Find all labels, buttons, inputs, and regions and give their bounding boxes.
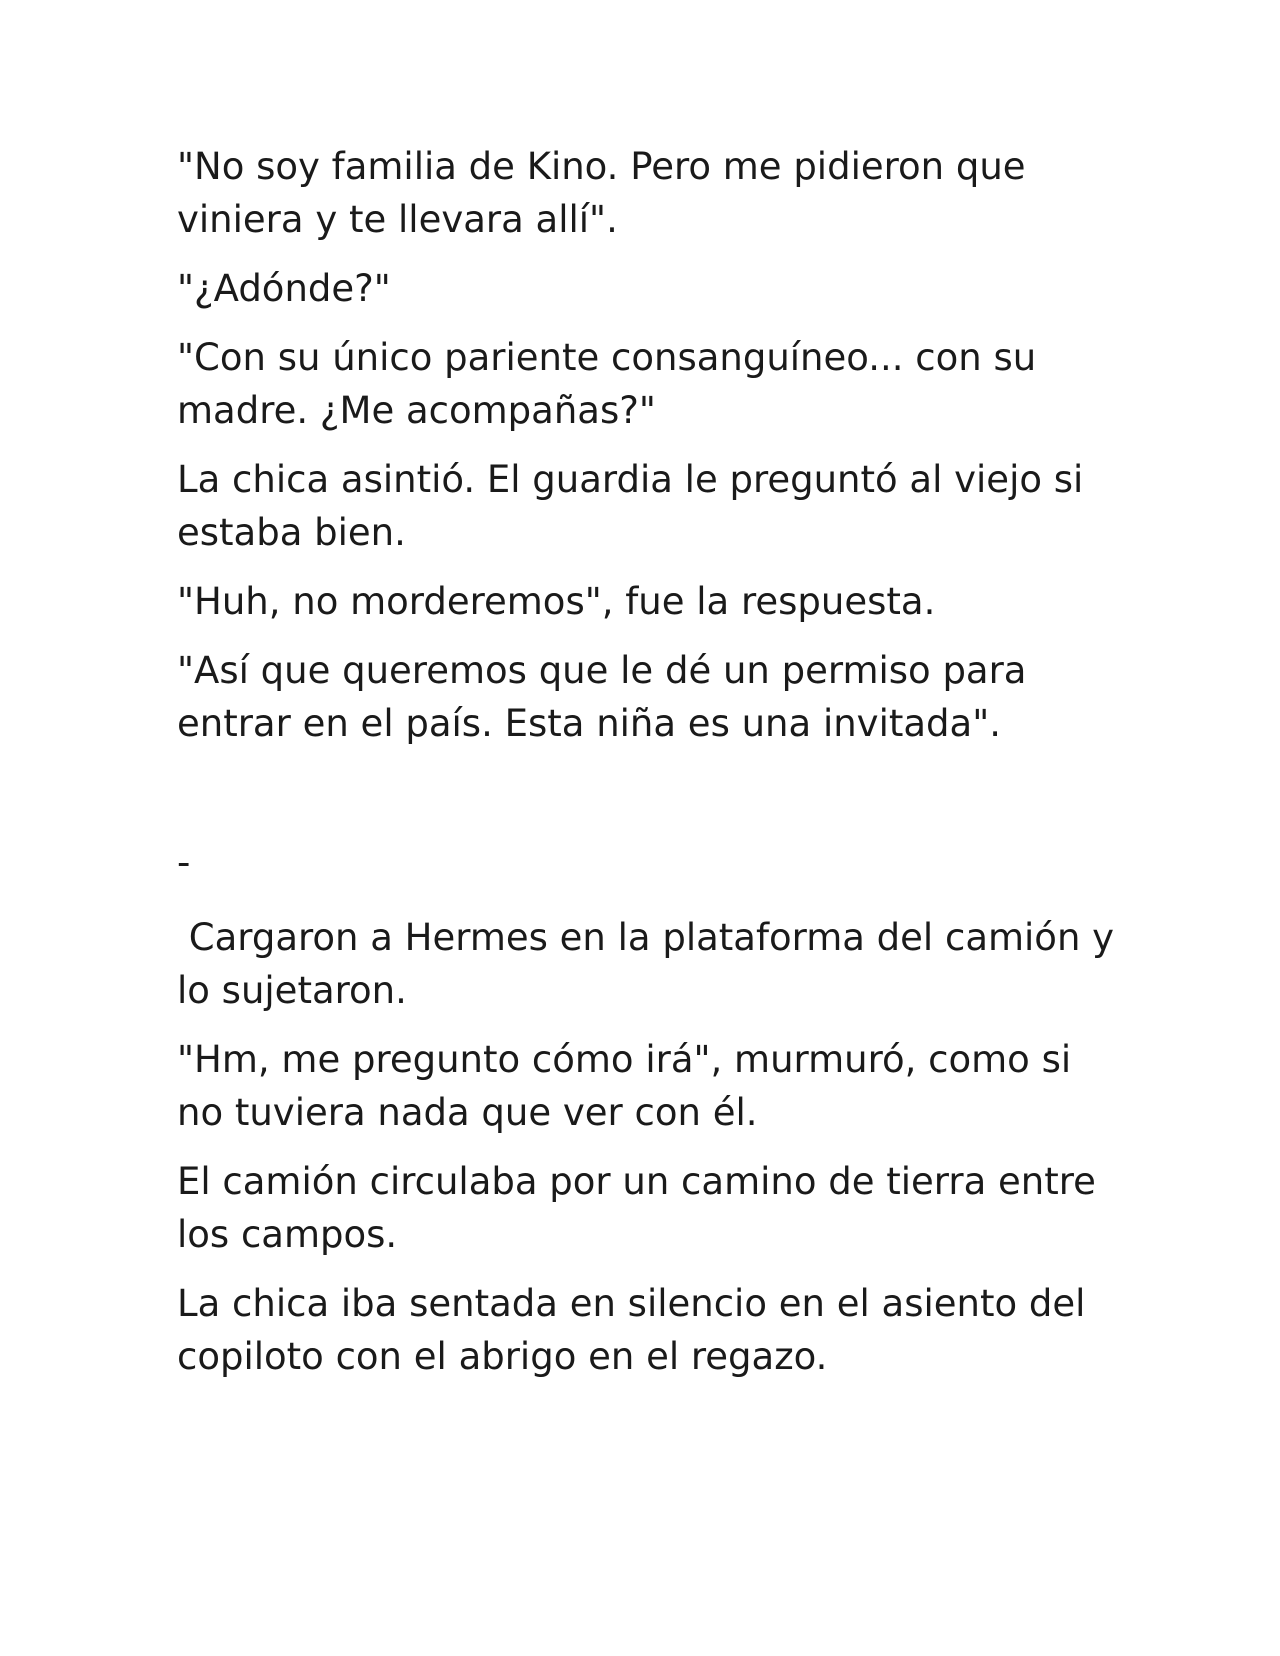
paragraph: El camión circulaba por un camino de tierra entre los campos. [177,1160,1108,1256]
paragraph: La chica iba sentada en silencio en el asiento del copiloto con el abrigo en el regazo. [177,1282,1098,1378]
paragraph: "Con su único pariente consanguíneo... con su madre. ¿Me acompañas?" [177,336,1048,432]
paragraph: "¿Adónde?" [177,267,391,310]
paragraph: "Hm, me pregunto cómo irá", murmuró, como si no tuviera nada que ver con él. [177,1038,1083,1134]
document-page [177,140,1126,1399]
paragraph: "Así que queremos que le dé un permiso para entrar en el país. Esta niña es una invitada". [177,649,1039,745]
paragraph: Cargaron a Hermes en la plataforma del camión y lo sujetaron. [177,916,1126,1012]
paragraph: "Huh, no morderemos", fue la respuesta. [177,580,936,623]
paragraph: "No soy familia de Kino. Pero me pidieron que viniera y te llevara allí". [177,145,1038,241]
paragraph: La chica asintió. El guardia le preguntó al viejo si estaba bien. [177,458,1096,554]
section-separator: - [177,841,191,884]
